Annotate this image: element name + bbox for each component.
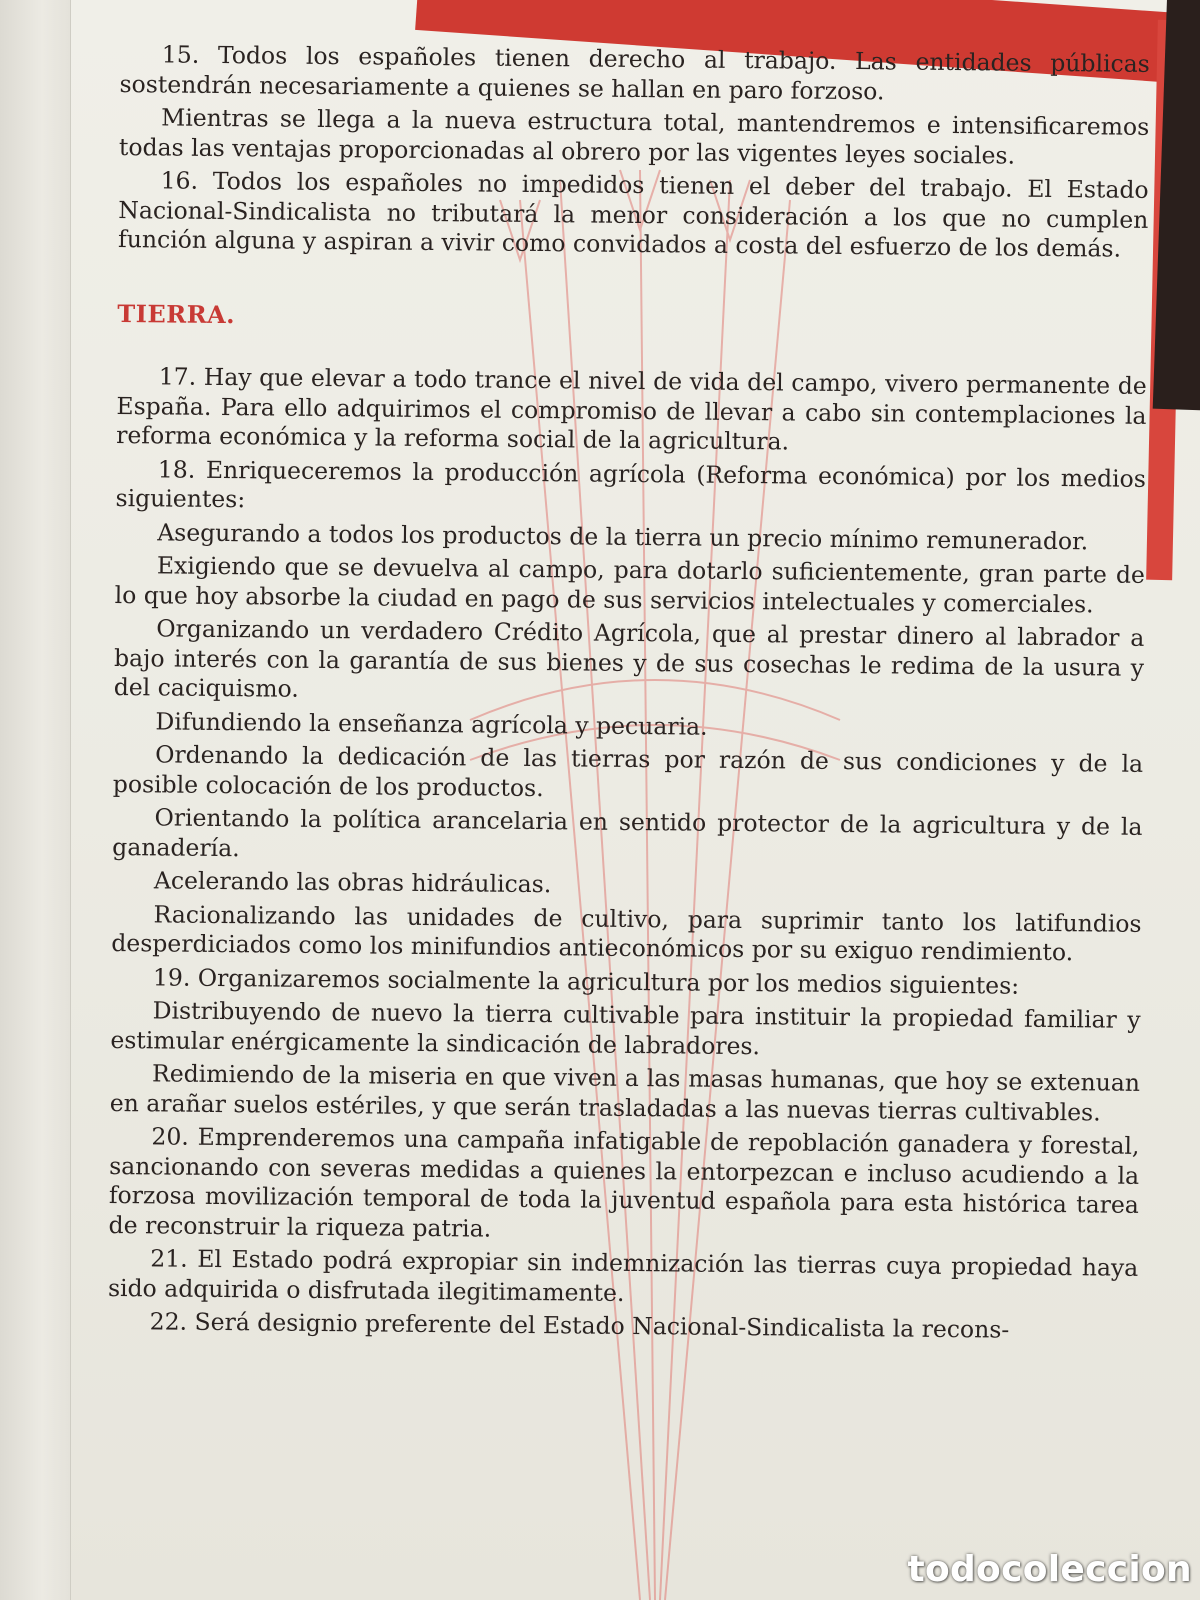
list-item: Ordenando la dedicación de las tierras por razón de sus condiciones y de la posible colocación de los productos.: [112, 740, 1144, 802]
paragraph-22: 22. Será designio preferente del Estado Nacional-Sindicalista la recons-: [149, 1307, 1010, 1344]
list-item: Orientando la política arancelaria en sentido protector de la agricultura y de la ganadería.: [112, 803, 1143, 862]
list-item: Acelerando las obras hidráulicas.: [153, 866, 552, 899]
list-item: Distribuyendo de nuevo la tierra cultivable para instituir la propiedad familiar y estimular enérgicamente la sindicación de labradores.: [110, 996, 1141, 1060]
list-item: Racionalizando las unidades de cultivo, para suprimir tanto los latifundios desperdiciados como los minifundios antieconómicos por su exiguo rendimiento.: [111, 899, 1142, 967]
document-text: [108, 40, 1150, 1350]
list-item: Redimiendo de la miseria en que viven a las masas humanas, que hoy se extenuan en arañar suelos estériles, y que serán trasladadas a las nuevas tierras cultivables.: [109, 1059, 1141, 1126]
section-heading: TIERRA.: [117, 298, 236, 329]
list-item: Difundiendo la enseñanza agrícola y pecuaria.: [155, 706, 708, 741]
paragraph-20: 20. Emprenderemos una campaña infatigable de repoblación ganadera y forestal, sancionando con severas medidas a quienes la entorpezcan e incluso acudiendo a la forzosa movilización temporal de toda la juventud española para esta histórica tarea de reconstruir la riqueza patria.: [108, 1122, 1140, 1243]
list-item: Organizando un verdadero Crédito Agrícola, que al prestar dinero al labrador a bajo interés con la garantía de sus bienes y de sus cosechas le redima de la usura y del caciquismo.: [113, 614, 1145, 703]
list-item: Asegurando a todos los productos de la tierra un precio mínimo remunerador.: [157, 517, 1089, 555]
paragraph-18: 18. Enriqueceremos la producción agrícola (Reforma económica) por los medios siguientes:: [115, 454, 1146, 514]
paragraph-15-continued: Mientras se llega a la nueva estructura total, mantendremos e intensificaremos todas las ventajas proporcionadas al obrero por las vigentes leyes sociales.: [118, 103, 1150, 170]
paragraph-17: 17. Hay que elevar a todo trance el nivel de vida del campo, vivero permanente de España. Para ello adquirimos el compromiso de llevar a cabo sin contemplaciones la reforma económica y la reforma social de la agricultura.: [116, 362, 1147, 456]
watermark-text: todocoleccion: [907, 1549, 1192, 1590]
paragraph-15: 15. Todos los españoles tienen derecho al trabajo. Las entidades públicas sostendrán necesariamente a quienes se hallan en paro forzoso.: [119, 40, 1150, 105]
list-item: Exigiendo que se devuelva al campo, para dotarlo suficientemente, gran parte de lo que hoy absorbe la ciudad en pago de sus servicios intelectuales y comerciales.: [114, 551, 1146, 618]
paragraph-21: 21. El Estado podrá expropiar sin indemnización las tierras cuya propiedad haya sido adquirida o disfrutada ilegitimamente.: [107, 1244, 1139, 1307]
paragraph-19: 19. Organizaremos socialmente la agricultura por los medios siguientes:: [152, 962, 1020, 1000]
page-fold-shadow: [0, 0, 71, 1600]
paragraph-16: 16. Todos los españoles no impedidos tienen el deber del trabajo. El Estado Nacional-Sindicalista no tributará la menor consideración a los que no cumplen función alguna y aspiran a vivir como convidados a costa del esfuerzo de los demás.: [117, 166, 1149, 263]
